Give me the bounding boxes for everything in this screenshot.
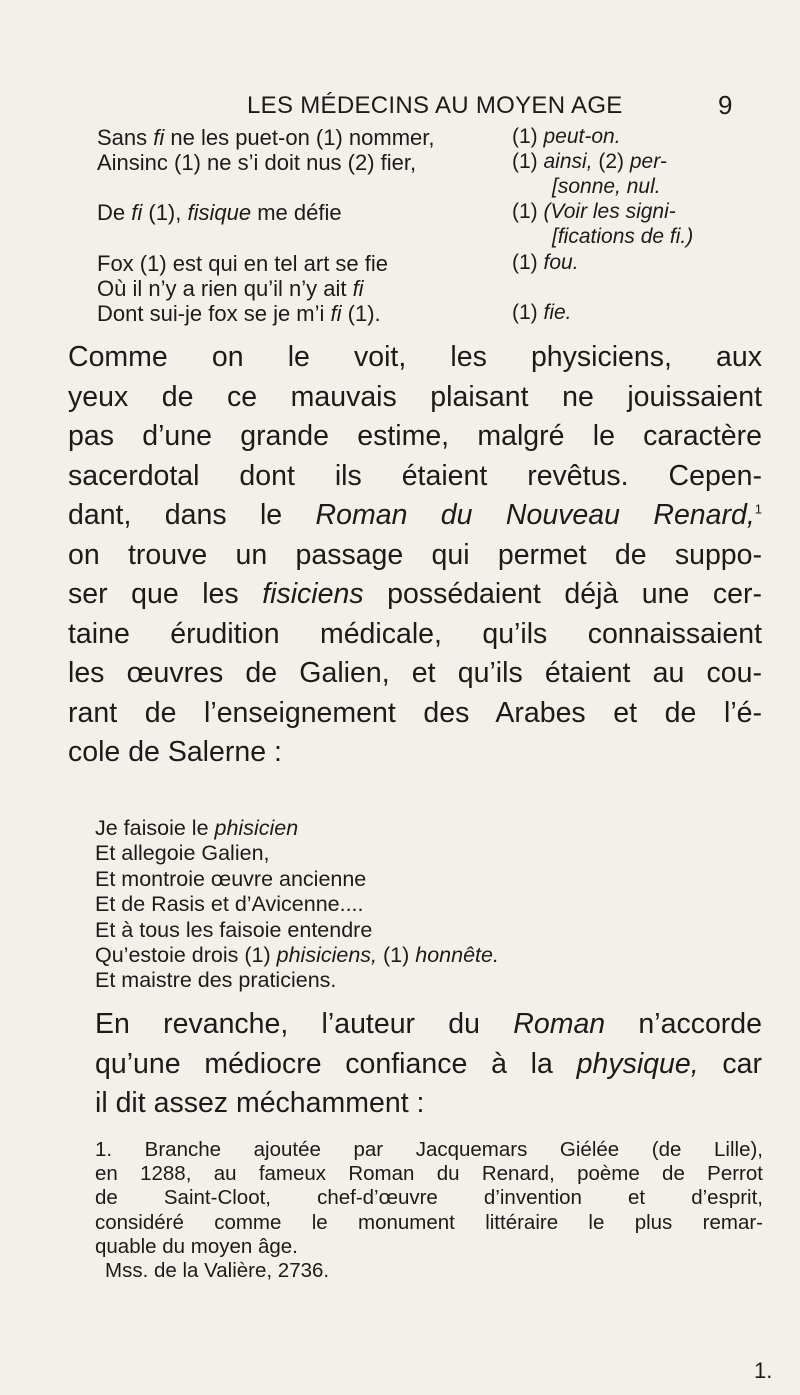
paragraph-1	[68, 338, 762, 773]
para1-line: dant, dans le Roman du Nouveau Renard,$^1$	[68, 499, 762, 531]
verse-line-2: Ainsinc (1) ne s’i doit nus (2) fier,	[97, 150, 417, 175]
gloss-5: (1) fie.	[512, 301, 572, 324]
poem-line: Je faisoie le phisicien	[95, 816, 299, 840]
verse-line-3: De fi (1), fisique me défie	[97, 200, 342, 225]
running-header: LES MÉDECINS AU MOYEN AGE	[247, 92, 623, 119]
para1-line: sacerdotal dont ils étaient revêtus. Cepen-	[68, 459, 762, 492]
poem-line: Et maistre des praticiens.	[95, 968, 337, 993]
poem-line: Et allegoie Galien,	[95, 841, 270, 866]
paragraph-2	[95, 1005, 762, 1124]
work-title: Roman du Nouveau Renard,	[315, 499, 755, 531]
para1-line: rant de l’enseignement des Arabes et de l’é-	[68, 696, 762, 729]
verse-line-5: Où il n’y a rien qu’il n’y ait fi	[97, 276, 364, 301]
para1-line: Comme on le voit, les physiciens, aux	[68, 341, 762, 373]
footnote-line: en 1288, au fameux Roman du Renard, poème de Perrot	[95, 1162, 763, 1186]
footnote	[95, 1138, 763, 1283]
gloss-2-continued: [sonne, nul.	[552, 175, 661, 198]
poem-line: Et à tous les faisoie entendre	[95, 917, 373, 942]
para2-line: En revanche, l’auteur du Roman n’accorde	[95, 1008, 762, 1040]
verse-line-1: Sans fi ne les puet-on (1) nommer,	[97, 125, 435, 150]
para2-line: qu’une médiocre confiance à la physique, car	[95, 1047, 762, 1080]
gloss-1: (1) peut-on.	[512, 125, 621, 148]
poem-line: Et montroie œuvre ancienne	[95, 866, 367, 891]
gloss-3-continued: [fications de fi.)	[552, 225, 694, 248]
para1-line: les œuvres de Galien, et qu’ils étaient au cou-	[68, 657, 762, 689]
para2-line: il dit assez méchamment :	[95, 1087, 425, 1119]
para1-line: taine érudition médicale, qu’ils connaissaient	[68, 617, 762, 650]
footnote-line: de Saint-Cloot, chef-d’œuvre d’invention et d’esprit,	[95, 1186, 763, 1210]
para1-line: pas d’une grande estime, malgré le caractère	[68, 420, 762, 452]
page-number: 9	[718, 90, 733, 120]
verse-line-4: Fox (1) est qui en tel art se fie	[97, 251, 389, 276]
footnote-line: considéré comme le monument littéraire le plus remar-	[95, 1210, 763, 1234]
footnote-line: quable du moyen âge.	[95, 1234, 298, 1258]
poem-quotation	[95, 816, 499, 994]
signature-mark: 1.	[754, 1358, 773, 1383]
footnote-line: 1. Branche ajoutée par Jacquemars Giélée (de Lille),	[95, 1138, 763, 1161]
footnote-ref: 1	[754, 501, 762, 517]
gloss-3: (1) (Voir les signi-	[512, 200, 676, 223]
footnote-line: Mss. de la Valière, 2736.	[105, 1259, 330, 1283]
para1-line: on trouve un passage qui permet de suppo-	[68, 538, 762, 571]
poem-line: Et de Rasis et d’Avicenne....	[95, 892, 364, 917]
gloss-4: (1) fou.	[512, 251, 579, 274]
verse-line-6: Dont sui-je fox se je m’i fi (1).	[97, 301, 381, 326]
poem-line: Qu’estoie drois (1) phisiciens, (1) honnête.	[95, 943, 499, 968]
para1-line: yeux de ce mauvais plaisant ne jouissaient	[68, 380, 762, 413]
para1-line: cole de Salerne :	[68, 736, 282, 768]
para1-line: ser que les fisiciens possédaient déjà une cer-	[68, 578, 762, 610]
gloss-2: (1) ainsi, (2) per-	[512, 150, 667, 173]
